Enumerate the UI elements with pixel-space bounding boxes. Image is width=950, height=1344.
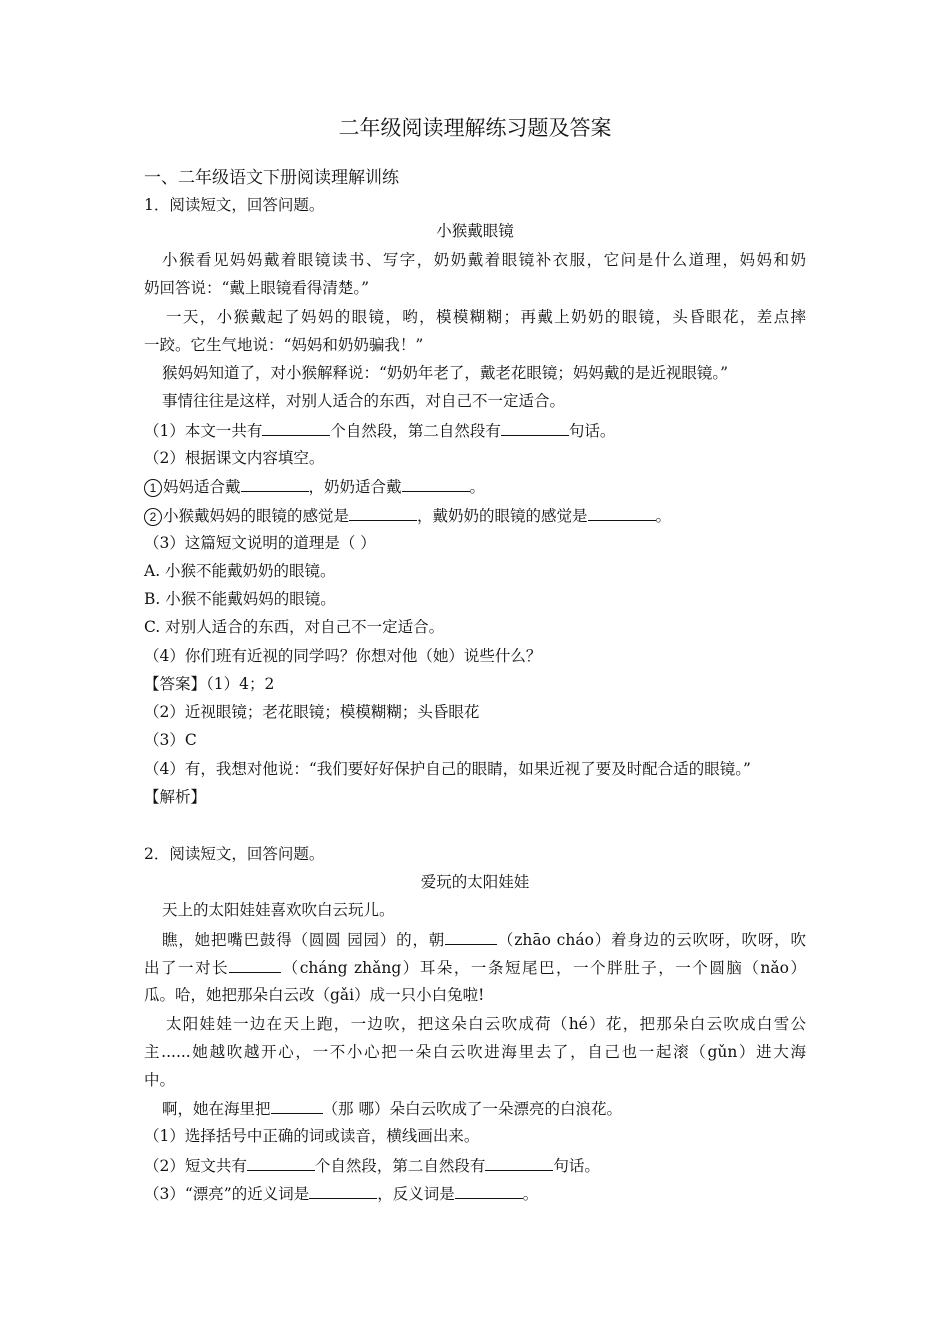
answer-blank[interactable]: [402, 476, 470, 492]
q1-answer-line1: [144, 674, 274, 694]
q1-p3: 猴妈妈知道了，对小猴解释说：“奶奶年老了，戴老花眼镜；妈妈戴的是近视眼镜。”: [162, 364, 729, 382]
q1-subq2-1-text-a: 妈妈适合戴: [163, 478, 241, 496]
q2-subq3-text-a: （3）“漂亮”的近义词是: [144, 1185, 310, 1203]
answer-blank[interactable]: [588, 505, 656, 521]
answer-blank[interactable]: [485, 1155, 553, 1171]
q1-subq2-1-text-b: ，奶奶适合戴: [308, 478, 402, 496]
answer-blank[interactable]: [247, 1155, 315, 1171]
answer-blank[interactable]: [241, 476, 309, 492]
q2-story-title: 爱玩的太阳娃娃: [420, 873, 530, 891]
page-title: 二年级阅读理解练习题及答案: [338, 116, 612, 140]
q2-p4-text-a: 啊，她在海里把: [162, 1100, 271, 1118]
q1-subq2-item2: [144, 505, 671, 526]
q1-option-c: C. 对别人适合的东西，对自己不一定适合。: [144, 618, 445, 636]
q1-option-b: B. 小猴不能戴妈妈的眼镜。: [144, 590, 336, 608]
circled-number-2: 2: [144, 508, 162, 526]
q1-subq2-2-text-a: 小猴戴妈妈的眼镜的感觉是: [163, 507, 350, 525]
q1-p4: 事情往往是这样，对别人适合的东西，对自己不一定适合。: [162, 392, 566, 410]
answer-blank[interactable]: [501, 420, 569, 436]
q1-story-title: 小猴戴眼镜: [436, 222, 514, 240]
q2-subq2-text-a: （2）短文共有: [144, 1157, 247, 1175]
q2-subq2-text-c: 句话。: [553, 1157, 600, 1175]
q1-intro: 1．阅读短文，回答问题。: [144, 196, 325, 214]
q1-subq2: （2）根据课文内容填空。: [144, 449, 325, 467]
q1-subq1-text-b: 个自然段，第二自然段有: [330, 422, 501, 440]
q1-subq1-text-a: （1）本文一共有: [144, 422, 263, 440]
q1-subq2-2-text-c: 。: [655, 507, 672, 525]
answer-3: （3）C: [144, 731, 197, 749]
q1-p1-line1: 小猴看见妈妈戴着眼镜读书、写字，奶奶戴着眼镜补衣服，它问是什么道理，妈妈和奶: [162, 251, 806, 269]
q2-p2-line2-text-a: 出了一对长: [144, 959, 230, 977]
q2-p3-line3: 中。: [144, 1071, 176, 1089]
answer-blank[interactable]: [309, 1183, 377, 1199]
q2-p2-line1-text-b: （zhāo cháo）着身边的云吹呀，吹呀，吹: [497, 931, 806, 949]
q2-p4: [162, 1098, 622, 1119]
q1-subq1-text-c: 句话。: [568, 422, 616, 440]
q2-subq1: （1）选择括号中正确的词或读音，横线画出来。: [144, 1127, 480, 1145]
q1-p2-line2: 一跤。它生气地说：“妈妈和奶奶骗我！”: [144, 336, 424, 354]
q2-p2-line1-text-a: 瞧，她把嘴巴鼓得（圆圆 园园）的，朝: [162, 931, 446, 949]
q1-subq1: [144, 420, 615, 441]
answer-blank[interactable]: [271, 1098, 323, 1114]
q2-p2-line1: [144, 929, 806, 950]
q1-subq2-item1: [144, 476, 485, 497]
answer-2: （2）近视眼镜；老花眼镜；模模糊糊；头昏眼花: [144, 703, 480, 721]
q2-subq3-text-c: 。: [522, 1185, 539, 1203]
q1-subq3: （3）这篇短文说明的道理是（ ）: [144, 534, 376, 552]
answer-blank[interactable]: [455, 1183, 523, 1199]
analysis-label: 【解析】: [144, 788, 207, 806]
q1-subq4: （4）你们班有近视的同学吗？你想对他（她）说些什么？: [144, 647, 542, 665]
q2-subq3-text-b: ，反义词是: [377, 1185, 455, 1203]
answer-blank[interactable]: [262, 420, 330, 436]
answer-blank[interactable]: [229, 957, 281, 973]
q2-p2-line3: 瓜。哈，她把那朵白云改（gǎi）成一只小白兔啦!: [144, 986, 485, 1004]
q1-option-a: A. 小猴不能戴奶奶的眼镜。: [144, 562, 336, 580]
q2-p1: 天上的太阳娃娃喜欢吹白云玩儿。: [162, 901, 395, 919]
q2-p3-line1: 太阳娃娃一边在天上跑，一边吹，把这朵白云吹成荷（hé）花，把那朵白云吹成白雪公: [166, 1015, 806, 1033]
q1-subq2-1-text-c: 。: [469, 478, 486, 496]
answer-blank[interactable]: [349, 505, 417, 521]
q2-subq2-text-b: 个自然段，第二自然段有: [314, 1157, 486, 1175]
answer-1: （1）4；2: [206, 675, 275, 693]
answer-4: （4）有，我想对他说：“我们要好好保护自己的眼睛，如果近视了要及时配合适的眼镜。”: [144, 760, 751, 778]
q2-p2-line2-text-b: （cháng zhǎng）耳朵，一条短尾巴，一个胖肚子，一个圆脑（nǎo）: [281, 959, 806, 977]
q1-p1-line2: 奶回答说：“戴上眼镜看得清楚。”: [144, 279, 370, 297]
answer-label: 【答案】: [144, 675, 207, 693]
q2-intro: 2．阅读短文，回答问题。: [144, 845, 325, 863]
circled-number-1: 1: [144, 479, 162, 497]
q2-p4-text-b: （那 哪）朵白云吹成了一朵漂亮的白浪花。: [322, 1100, 622, 1118]
q2-p3-line2: 主......她越吹越开心，一不小心把一朵白云吹进海里去了，自己也一起滚（gǔn）进大海: [144, 1043, 806, 1061]
q1-p2-line1: 一天，小猴戴起了妈妈的眼镜，哟，模模糊糊；再戴上奶奶的眼镜，头昏眼花，差点摔: [166, 308, 806, 326]
q1-subq2-2-text-b: ，戴奶奶的眼镜的感觉是: [417, 507, 588, 525]
q2-p2-line2: [144, 957, 806, 978]
answer-blank[interactable]: [445, 929, 497, 945]
section-heading: 一、二年级语文下册阅读理解训练: [144, 168, 399, 188]
q2-subq2: [144, 1155, 600, 1176]
q2-subq3: [144, 1183, 538, 1204]
